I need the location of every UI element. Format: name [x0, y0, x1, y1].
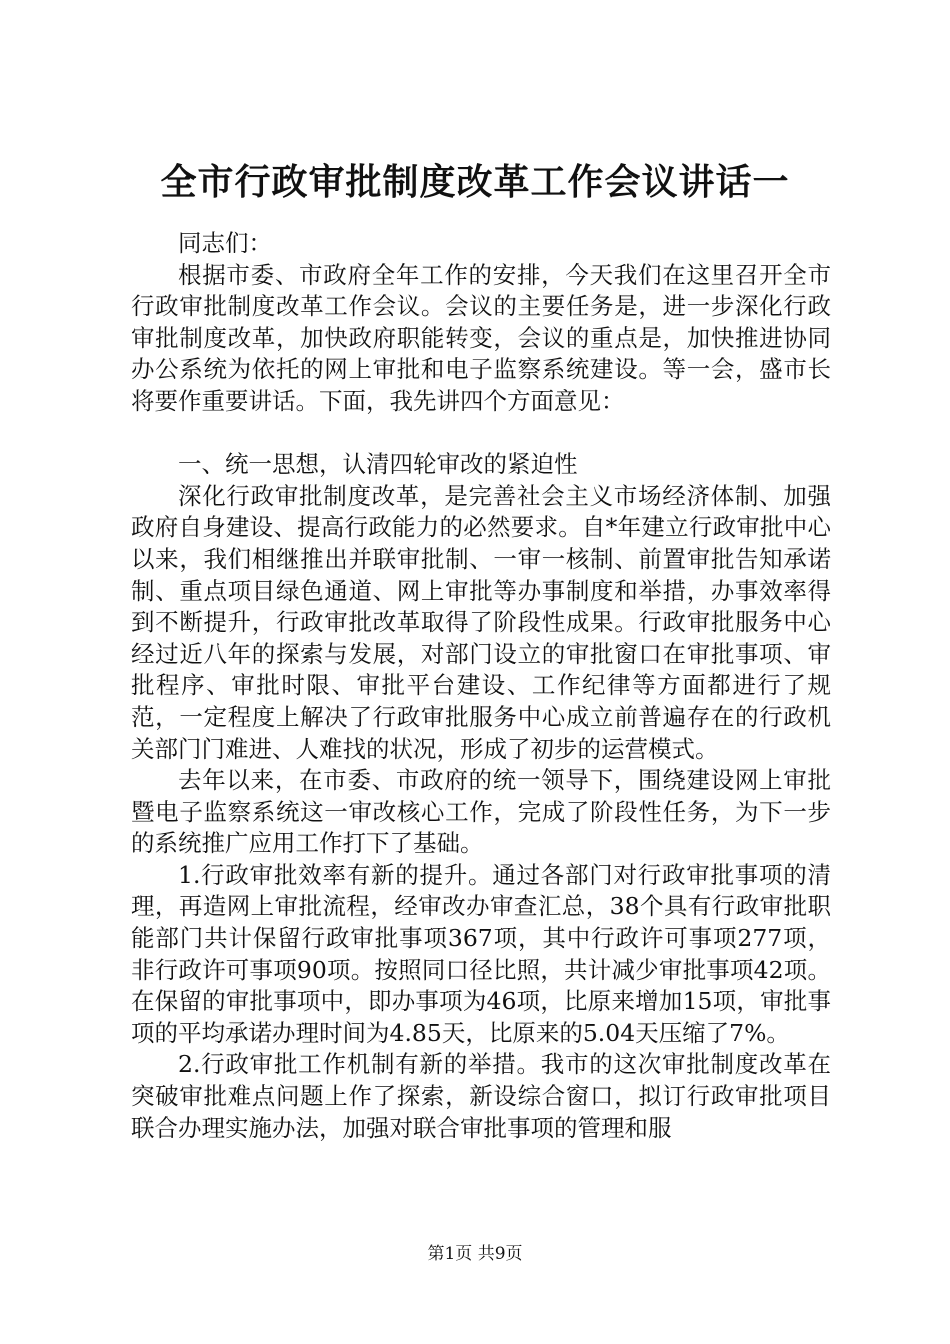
- document-body: [131, 228, 831, 1144]
- section-paragraph: 2.行政审批工作机制有新的举措。我市的这次审批制度改革在突破审批难点问题上作了探索，新设综合窗口，拟订行政审批项目联合办理实施办法，加强对联合审批事项的管理和服: [131, 1050, 831, 1142]
- section-paragraph: 去年以来，在市委、市政府的统一领导下，围绕建设网上审批暨电子监察系统这一审改核心工作，完成了阶段性任务，为下一步的系统推广应用工作打下了基础。: [131, 766, 831, 858]
- section-heading: 一、统一思想，认清四轮审改的紧迫性: [178, 450, 578, 479]
- section-paragraph: 1.行政审批效率有新的提升。通过各部门对行政审批事项的清理，再造网上审批流程，经审改办审查汇总，38个具有行政审批职能部门共计保留行政审批事项367项，其中行政许可事项277项，非行政许可事项90项。按照同口径比照，共计减少审批事项42项。在保留的审批事项中，即办事项为46项，比原来增加15项，审批事项的平均承诺办理时间为4.85天，比原来的5.04天压缩了7%。: [131, 860, 831, 1047]
- salutation: 同志们：: [178, 229, 272, 257]
- document-title: 全市行政审批制度改革工作会议讲话一: [160, 161, 790, 203]
- intro-paragraph: 根据市委、市政府全年工作的安排，今天我们在这里召开全市行政审批制度改革工作会议。会议的主要任务是，进一步深化行政审批制度改革，加快政府职能转变，会议的重点是，加快推进协同办公系统为依托的网上审批和电子监察系统建设。等一会，盛市长将要作重要讲话。下面，我先讲四个方面意见：: [131, 260, 831, 415]
- page-number-footer: 第1页 共9页: [427, 1244, 523, 1264]
- section-paragraph: 深化行政审批制度改革，是完善社会主义市场经济体制、加强政府自身建设、提高行政能力的必然要求。自*年建立行政审批中心以来，我们相继推出并联审批制、一审一核制、前置审批告知承诺制、重点项目绿色通道、网上审批等办事制度和举措，办事效率得到不断提升，行政审批改革取得了阶段性成果。行政审批服务中心经过近八年的探索与发展，对部门设立的审批窗口在审批事项、审批程序、审批时限、审批平台建设、工作纪律等方面都进行了规范，一定程度上解决了行政审批服务中心成立前普遍存在的行政机关部门门难进、人难找的状况，形成了初步的运营模式。: [131, 481, 831, 763]
